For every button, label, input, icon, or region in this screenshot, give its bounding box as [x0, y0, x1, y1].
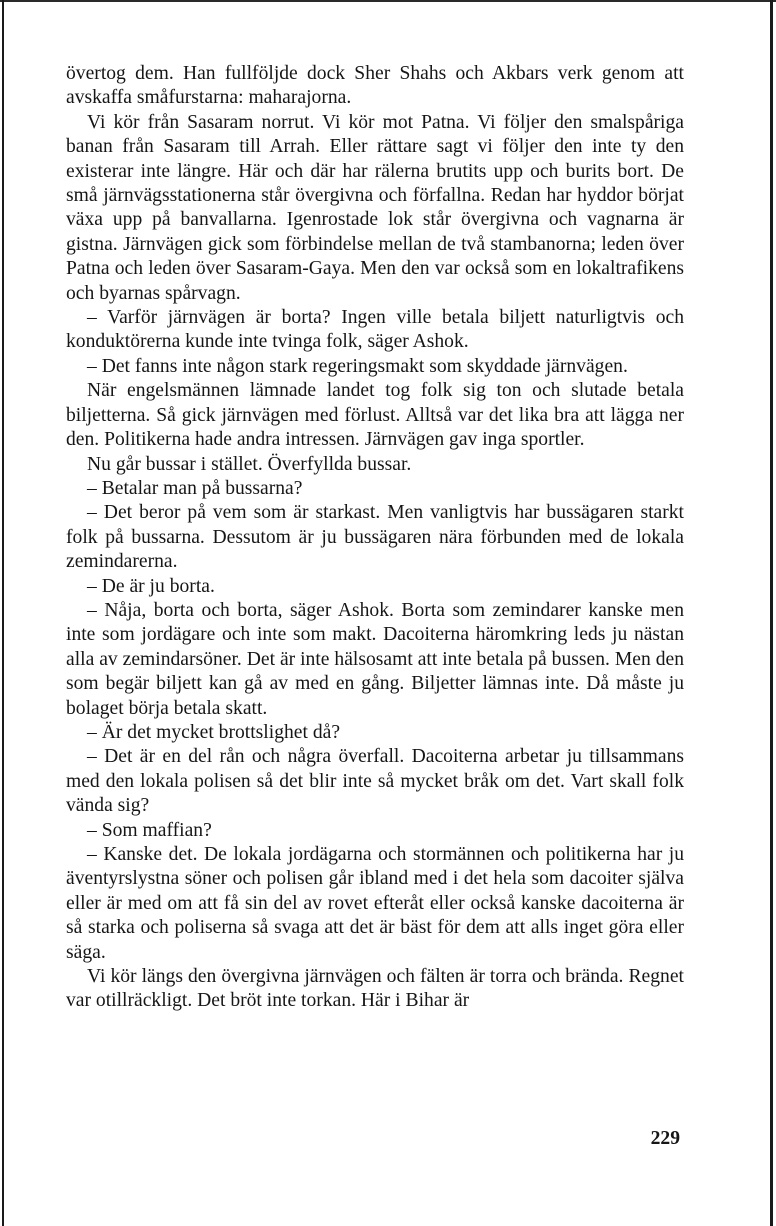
dialogue-line: – Varför järnvägen är borta? Ingen ville betala biljett naturligtvis och konduktörerna kunde inte tvinga folk, säger Ashok.	[66, 307, 684, 353]
page-number: 229	[650, 1128, 680, 1149]
paragraph: Vi kör från Sasaram norrut. Vi kör mot Patna. Vi följer den smalspåriga banan från Sasaram till Arrah. Eller rättare sagt vi följer den inte ty den existerar inte längre. Här och där har rälerna brutits upp och burits bort. De små järnvägsstationerna står övergivna och förfallna. Redan har hyddor börjat växa upp på banvallarna. Igenrostade lok står övergivna och vagnarna är gistna. Järnvägen gick som förbindelse mellan de två stambanorna; leden över Patna och leden över Sasaram-Gaya. Men den var också som en lokaltrafikens och byarnas spårvagn.	[66, 111, 684, 304]
scan-right-edge	[770, 0, 773, 1226]
paragraph: Nu går bussar i stället. Överfyllda bussar.	[87, 453, 412, 475]
dialogue-line: – Nåja, borta och borta, säger Ashok. Borta som zemindarer kanske men inte som jordägare och inte som makt. Dacoiterna häromkring leds ju nästan alla av zemindarsöner. Det är inte hälsosamt att inte betala på bussen. Men den som begär biljett kan gå av med en gång. Biljetter lämnas inte. Då måste ju bolaget börja betala skatt.	[66, 599, 684, 719]
paragraph: När engelsmännen lämnade landet tog folk sig ton och slutade betala biljetterna. Så gick järnvägen med förlust. Alltså var det lika bra att lägga ner den. Politikerna hade andra intressen. Järnvägen gav inga sportler.	[66, 380, 684, 451]
book-page-text	[66, 62, 684, 1014]
dialogue-line: – Det beror på vem som är starkast. Men vanligtvis har bussägaren starkt folk på bussarna. Dessutom är ju bussägaren nära förbunden med de lokala zemindarerna.	[66, 502, 684, 573]
dialogue-line: – Som maffian?	[87, 819, 212, 841]
scan-left-edge	[2, 0, 4, 1226]
scan-top-edge	[0, 0, 776, 2]
dialogue-line: – Det är en del rån och några överfall. Dacoiterna arbetar ju tillsammans med den lokala polisen så det blir inte så mycket bråk om det. Vart skall folk vända sig?	[66, 746, 684, 817]
dialogue-line: – De är ju borta.	[87, 575, 215, 597]
paragraph: övertog dem. Han fullföljde dock Sher Shahs och Akbars verk genom att avskaffa småfurstarna: maharajorna.	[66, 63, 684, 109]
dialogue-line: – Kanske det. De lokala jordägarna och stormännen och politikerna har ju äventyrslystna söner och polisen går ibland med i det hela som dacoiter själva eller är med om att få sin del av rovet efteråt eller också kanske dacoiterna är så starka och poliserna så svaga att det är bäst för dem att alls inget göra eller säga.	[66, 844, 684, 963]
dialogue-line: – Betalar man på bussarna?	[87, 477, 303, 499]
dialogue-line: – Är det mycket brottslighet då?	[87, 721, 341, 743]
paragraph: Vi kör längs den övergivna järnvägen och fälten är torra och brända. Regnet var otillräckligt. Det bröt inte torkan. Här i Bihar är	[66, 966, 684, 1012]
dialogue-line: – Det fanns inte någon stark regeringsmakt som skyddade järnvägen.	[87, 355, 628, 377]
